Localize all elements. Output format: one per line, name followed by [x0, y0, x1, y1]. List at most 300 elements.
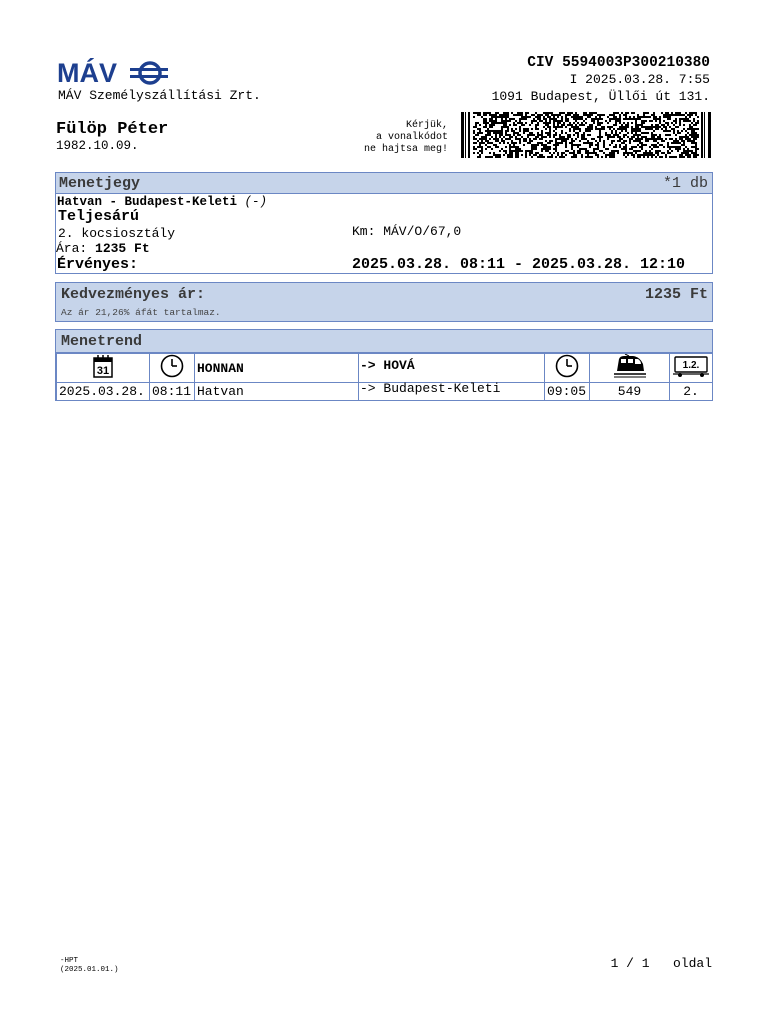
- barcode-module: [627, 122, 629, 124]
- barcode-module: [527, 150, 529, 152]
- barcode-module: [525, 156, 527, 158]
- barcode-module: [509, 118, 511, 120]
- barcode-module: [543, 146, 545, 148]
- barcode-module: [631, 154, 633, 156]
- barcode-module: [539, 154, 541, 156]
- barcode-module: [535, 154, 537, 156]
- barcode-module: [519, 150, 521, 152]
- barcode-module: [583, 124, 585, 126]
- barcode-module: [685, 116, 687, 118]
- barcode-module: [535, 128, 537, 130]
- barcode-module: [497, 140, 499, 142]
- barcode-module: [653, 140, 655, 142]
- barcode-module: [645, 154, 647, 156]
- barcode-module: [489, 112, 491, 114]
- barcode-module: [551, 140, 553, 142]
- barcode-module: [559, 136, 561, 138]
- barcode-module: [619, 146, 621, 148]
- barcode-module: [693, 142, 695, 144]
- barcode-module: [607, 116, 609, 118]
- barcode-module: [581, 148, 583, 150]
- barcode-module: [509, 152, 511, 154]
- barcode-module: [587, 156, 589, 158]
- barcode-module: [649, 126, 651, 128]
- barcode-module: [589, 130, 591, 132]
- barcode-module: [635, 146, 637, 148]
- barcode-module: [619, 132, 621, 134]
- barcode-module: [573, 140, 575, 142]
- barcode-module: [523, 130, 525, 132]
- barcode-module: [589, 142, 591, 144]
- barcode-module: [499, 134, 501, 136]
- barcode-module: [641, 120, 643, 122]
- barcode-module: [583, 134, 585, 136]
- barcode-module: [683, 136, 685, 138]
- barcode-module: [561, 118, 563, 120]
- barcode-module: [515, 150, 517, 152]
- barcode-module: [633, 118, 635, 120]
- barcode-module: [651, 124, 653, 126]
- barcode-module: [613, 134, 615, 136]
- barcode-module: [691, 134, 693, 136]
- barcode-module: [679, 142, 681, 144]
- barcode-module: [553, 148, 555, 150]
- barcode-module: [631, 152, 633, 154]
- barcode-module: [519, 126, 521, 128]
- barcode-module: [563, 122, 565, 124]
- barcode-module: [589, 144, 591, 146]
- barcode-module: [489, 138, 491, 140]
- barcode-module: [681, 154, 683, 156]
- barcode-module: [641, 122, 643, 124]
- barcode-module: [569, 130, 571, 132]
- barcode-module: [651, 148, 653, 150]
- barcode-module: [607, 136, 609, 138]
- barcode-module: [499, 116, 501, 118]
- barcode-module: [479, 114, 481, 116]
- barcode-module: [525, 114, 527, 116]
- barcode-module: [613, 154, 615, 156]
- barcode-module: [557, 154, 559, 156]
- barcode-module: [645, 138, 647, 140]
- barcode-module: [537, 128, 539, 130]
- barcode-module: [539, 138, 541, 140]
- barcode-module: [585, 138, 587, 140]
- barcode-module: [515, 114, 517, 116]
- barcode-module: [657, 126, 659, 128]
- barcode-module: [639, 130, 641, 132]
- barcode-module: [475, 126, 477, 128]
- barcode-module: [561, 138, 563, 140]
- barcode-module: [591, 128, 593, 130]
- barcode-module: [507, 126, 509, 128]
- barcode-module: [663, 120, 665, 122]
- barcode-module: [677, 150, 679, 152]
- barcode-module: [597, 156, 599, 158]
- barcode-module: [595, 128, 597, 130]
- barcode-module: [547, 142, 549, 144]
- barcode-module: [613, 114, 615, 116]
- barcode-module: [625, 116, 627, 118]
- barcode-module: [541, 130, 543, 132]
- barcode-module: [623, 142, 625, 144]
- barcode-module: [613, 156, 615, 158]
- barcode-module: [661, 140, 663, 142]
- barcode-module: [483, 136, 485, 138]
- barcode-module: [543, 156, 545, 158]
- barcode-module: [515, 132, 517, 134]
- barcode-module: [535, 116, 537, 118]
- barcode-module: [635, 120, 637, 122]
- barcode-module: [533, 148, 535, 150]
- barcode-module: [551, 118, 553, 120]
- barcode-module: [561, 120, 563, 122]
- barcode-module: [477, 134, 479, 136]
- barcode-module: [633, 136, 635, 138]
- barcode-module: [583, 148, 585, 150]
- barcode-module: [575, 132, 577, 134]
- to-row-arrow: ->: [360, 381, 376, 396]
- barcode-module: [583, 136, 585, 138]
- barcode-module: [647, 116, 649, 118]
- barcode-module: [577, 122, 579, 124]
- barcode-module: [639, 146, 641, 148]
- footer-code-line: (2025.01.01.): [60, 966, 119, 974]
- barcode-module: [679, 132, 681, 134]
- barcode-module: [635, 122, 637, 124]
- barcode-module: [575, 120, 577, 122]
- barcode-module: [565, 116, 567, 118]
- barcode-module: [661, 138, 663, 140]
- barcode-module: [541, 150, 543, 152]
- barcode-module: [489, 126, 491, 128]
- barcode-module: [501, 118, 503, 120]
- barcode-module: [499, 122, 501, 124]
- barcode-module: [487, 146, 489, 148]
- barcode-module: [625, 124, 627, 126]
- barcode-module: [623, 148, 625, 150]
- barcode-module: [473, 146, 475, 148]
- barcode-module: [491, 126, 493, 128]
- to-cell-wrap: [360, 381, 500, 396]
- barcode-module: [487, 128, 489, 130]
- barcode-module: [611, 152, 613, 154]
- barcode-module: [495, 122, 497, 124]
- barcode-module: [631, 136, 633, 138]
- barcode-module: [679, 148, 681, 150]
- barcode-module: [495, 112, 497, 114]
- barcode-module: [639, 140, 641, 142]
- barcode-module: [657, 128, 659, 130]
- barcode-module: [485, 124, 487, 126]
- barcode-module: [551, 154, 553, 156]
- barcode-module: [503, 112, 505, 114]
- barcode-module: [531, 144, 533, 146]
- barcode-module: [481, 116, 483, 118]
- barcode-module: [601, 118, 603, 120]
- barcode-module: [633, 116, 635, 118]
- barcode-module: [547, 146, 549, 148]
- barcode-module: [517, 156, 519, 158]
- barcode-module: [591, 114, 593, 116]
- barcode-module: [549, 152, 551, 154]
- barcode-module: [517, 114, 519, 116]
- barcode-module: [641, 136, 643, 138]
- barcode-module: [525, 122, 527, 124]
- barcode-module: [655, 120, 657, 122]
- barcode-module: [683, 150, 685, 152]
- barcode-module: [643, 156, 645, 158]
- barcode-module: [653, 118, 655, 120]
- barcode-module: [479, 130, 481, 132]
- barcode-module: [503, 142, 505, 144]
- barcode-module: [585, 142, 587, 144]
- barcode-module: [531, 128, 533, 130]
- barcode-module: [577, 150, 579, 152]
- barcode-module: [617, 140, 619, 142]
- barcode-note: [348, 120, 448, 156]
- barcode-module: [511, 118, 513, 120]
- barcode-module: [561, 126, 563, 128]
- barcode-module: [637, 154, 639, 156]
- barcode-module: [553, 130, 555, 132]
- barcode-module: [523, 118, 525, 120]
- barcode-module: [571, 156, 573, 158]
- barcode-module: [573, 118, 575, 120]
- barcode-module: [651, 134, 653, 136]
- barcode-module: [509, 124, 511, 126]
- barcode-module: [495, 154, 497, 156]
- barcode-module: [611, 136, 613, 138]
- barcode-module: [657, 152, 659, 154]
- barcode-module: [507, 156, 509, 158]
- barcode-module: [619, 116, 621, 118]
- barcode-module: [529, 142, 531, 144]
- barcode-module: [507, 138, 509, 140]
- barcode-module: [655, 146, 657, 148]
- barcode-module: [503, 126, 505, 128]
- barcode-module: [549, 142, 551, 144]
- barcode-module: [669, 152, 671, 154]
- barcode-module: [695, 136, 697, 138]
- barcode-module: [585, 118, 587, 120]
- barcode-module: [555, 148, 557, 150]
- barcode-module: [525, 138, 527, 140]
- barcode-module: [521, 124, 523, 126]
- barcode-module: [591, 118, 593, 120]
- barcode-module: [555, 128, 557, 130]
- barcode-module: [641, 148, 643, 150]
- barcode-module: [545, 118, 547, 120]
- barcode-bar: [465, 112, 466, 158]
- barcode-module: [491, 124, 493, 126]
- barcode-module: [675, 138, 677, 140]
- barcode-module: [541, 148, 543, 150]
- barcode-module: [599, 130, 601, 132]
- barcode-module: [601, 126, 603, 128]
- barcode-module: [695, 142, 697, 144]
- barcode-module: [565, 132, 567, 134]
- barcode-module: [677, 148, 679, 150]
- barcode-module: [489, 156, 491, 158]
- barcode-module: [695, 156, 697, 158]
- barcode-module: [673, 140, 675, 142]
- barcode-module: [659, 136, 661, 138]
- barcode-module: [543, 136, 545, 138]
- barcode-module: [543, 122, 545, 124]
- barcode-module: [557, 126, 559, 128]
- barcode-module: [543, 116, 545, 118]
- barcode-module: [517, 138, 519, 140]
- barcode-module: [505, 134, 507, 136]
- barcode-module: [561, 140, 563, 142]
- distance-km: Km: MÁV/O/67,0: [352, 224, 462, 239]
- barcode-module: [651, 126, 653, 128]
- barcode-module: [503, 116, 505, 118]
- barcode-module: [539, 120, 541, 122]
- calendar-icon: [93, 354, 113, 378]
- barcode-module: [691, 136, 693, 138]
- barcode-module: [663, 152, 665, 154]
- discount-label: Kedvezményes ár:: [61, 286, 206, 303]
- barcode-module: [501, 114, 503, 116]
- barcode-module: [697, 120, 699, 122]
- barcode-module: [579, 128, 581, 130]
- barcode-module: [555, 140, 557, 142]
- barcode-module: [569, 124, 571, 126]
- barcode-module: [603, 114, 605, 116]
- barcode-module: [627, 152, 629, 154]
- barcode-module: [693, 146, 695, 148]
- barcode-module: [651, 128, 653, 130]
- barcode-module: [691, 140, 693, 142]
- ticket-price-value: 1235 Ft: [95, 241, 150, 256]
- barcode-module: [557, 122, 559, 124]
- barcode-module: [609, 144, 611, 146]
- barcode-module: [667, 130, 669, 132]
- barcode-module: [597, 142, 599, 144]
- mav-logo-text: MÁV: [57, 58, 117, 88]
- barcode-module: [591, 124, 593, 126]
- barcode-module: [655, 116, 657, 118]
- barcode-module: [557, 152, 559, 154]
- barcode-module: [537, 152, 539, 154]
- barcode-module: [563, 124, 565, 126]
- barcode-module: [555, 150, 557, 152]
- barcode-module: [647, 154, 649, 156]
- barcode-module: [529, 150, 531, 152]
- barcode-module: [667, 150, 669, 152]
- barcode-module: [587, 152, 589, 154]
- barcode-module: [507, 130, 509, 132]
- barcode-module: [651, 144, 653, 146]
- barcode-module: [617, 112, 619, 114]
- barcode-module: [649, 152, 651, 154]
- barcode-module: [689, 116, 691, 118]
- barcode-module: [513, 142, 515, 144]
- barcode-module: [491, 122, 493, 124]
- barcode-module: [479, 146, 481, 148]
- barcode-module: [571, 124, 573, 126]
- barcode-module: [633, 156, 635, 158]
- barcode-module: [535, 136, 537, 138]
- barcode-module: [629, 116, 631, 118]
- barcode-module: [525, 140, 527, 142]
- barcode-module: [691, 152, 693, 154]
- clock-icon: [555, 354, 579, 378]
- vat-note: Az ár 21,26% áfát tartalmaz.: [61, 307, 221, 318]
- barcode-module: [583, 112, 585, 114]
- to-header-text: HOVÁ: [383, 358, 415, 373]
- barcode-module: [547, 114, 549, 116]
- barcode-module: [687, 114, 689, 116]
- barcode-module: [671, 146, 673, 148]
- barcode-module: [609, 134, 611, 136]
- barcode-module: [537, 134, 539, 136]
- barcode-module: [685, 138, 687, 140]
- barcode-module: [527, 130, 529, 132]
- barcode-module: [497, 146, 499, 148]
- barcode-module: [665, 112, 667, 114]
- barcode-module: [567, 150, 569, 152]
- barcode-module: [521, 154, 523, 156]
- barcode-module: [693, 140, 695, 142]
- barcode-module: [547, 124, 549, 126]
- barcode-module: [613, 146, 615, 148]
- barcode-module: [599, 124, 601, 126]
- barcode-module: [573, 126, 575, 128]
- barcode-module: [693, 124, 695, 126]
- barcode-module: [507, 128, 509, 130]
- barcode-module: [501, 134, 503, 136]
- barcode-module: [695, 150, 697, 152]
- barcode-module: [527, 142, 529, 144]
- barcode-module: [495, 120, 497, 122]
- barcode-module: [697, 148, 699, 150]
- barcode-module: [683, 140, 685, 142]
- barcode-module: [693, 136, 695, 138]
- barcode-module: [613, 118, 615, 120]
- barcode-module: [509, 148, 511, 150]
- barcode-module: [485, 136, 487, 138]
- barcode-module: [663, 140, 665, 142]
- barcode-module: [535, 144, 537, 146]
- company-name: MÁV Személyszállítási Zrt.: [58, 88, 261, 103]
- barcode-module: [633, 134, 635, 136]
- barcode-module: [473, 116, 475, 118]
- barcode-module: [593, 118, 595, 120]
- page-number: [611, 956, 712, 971]
- barcode-module: [493, 114, 495, 116]
- barcode-module: [577, 114, 579, 116]
- barcode-module: [591, 152, 593, 154]
- barcode-module: [557, 138, 559, 140]
- barcode-module: [495, 116, 497, 118]
- barcode-module: [653, 112, 655, 114]
- barcode-module: [567, 114, 569, 116]
- barcode-module: [691, 126, 693, 128]
- barcode-module: [517, 146, 519, 148]
- barcode-module: [667, 118, 669, 120]
- barcode-module: [631, 138, 633, 140]
- barcode-module: [627, 136, 629, 138]
- barcode-module: [567, 134, 569, 136]
- barcode-module: [589, 126, 591, 128]
- class-column-header: [670, 354, 713, 383]
- barcode-module: [615, 112, 617, 114]
- barcode-module: [645, 132, 647, 134]
- barcode-module: [665, 114, 667, 116]
